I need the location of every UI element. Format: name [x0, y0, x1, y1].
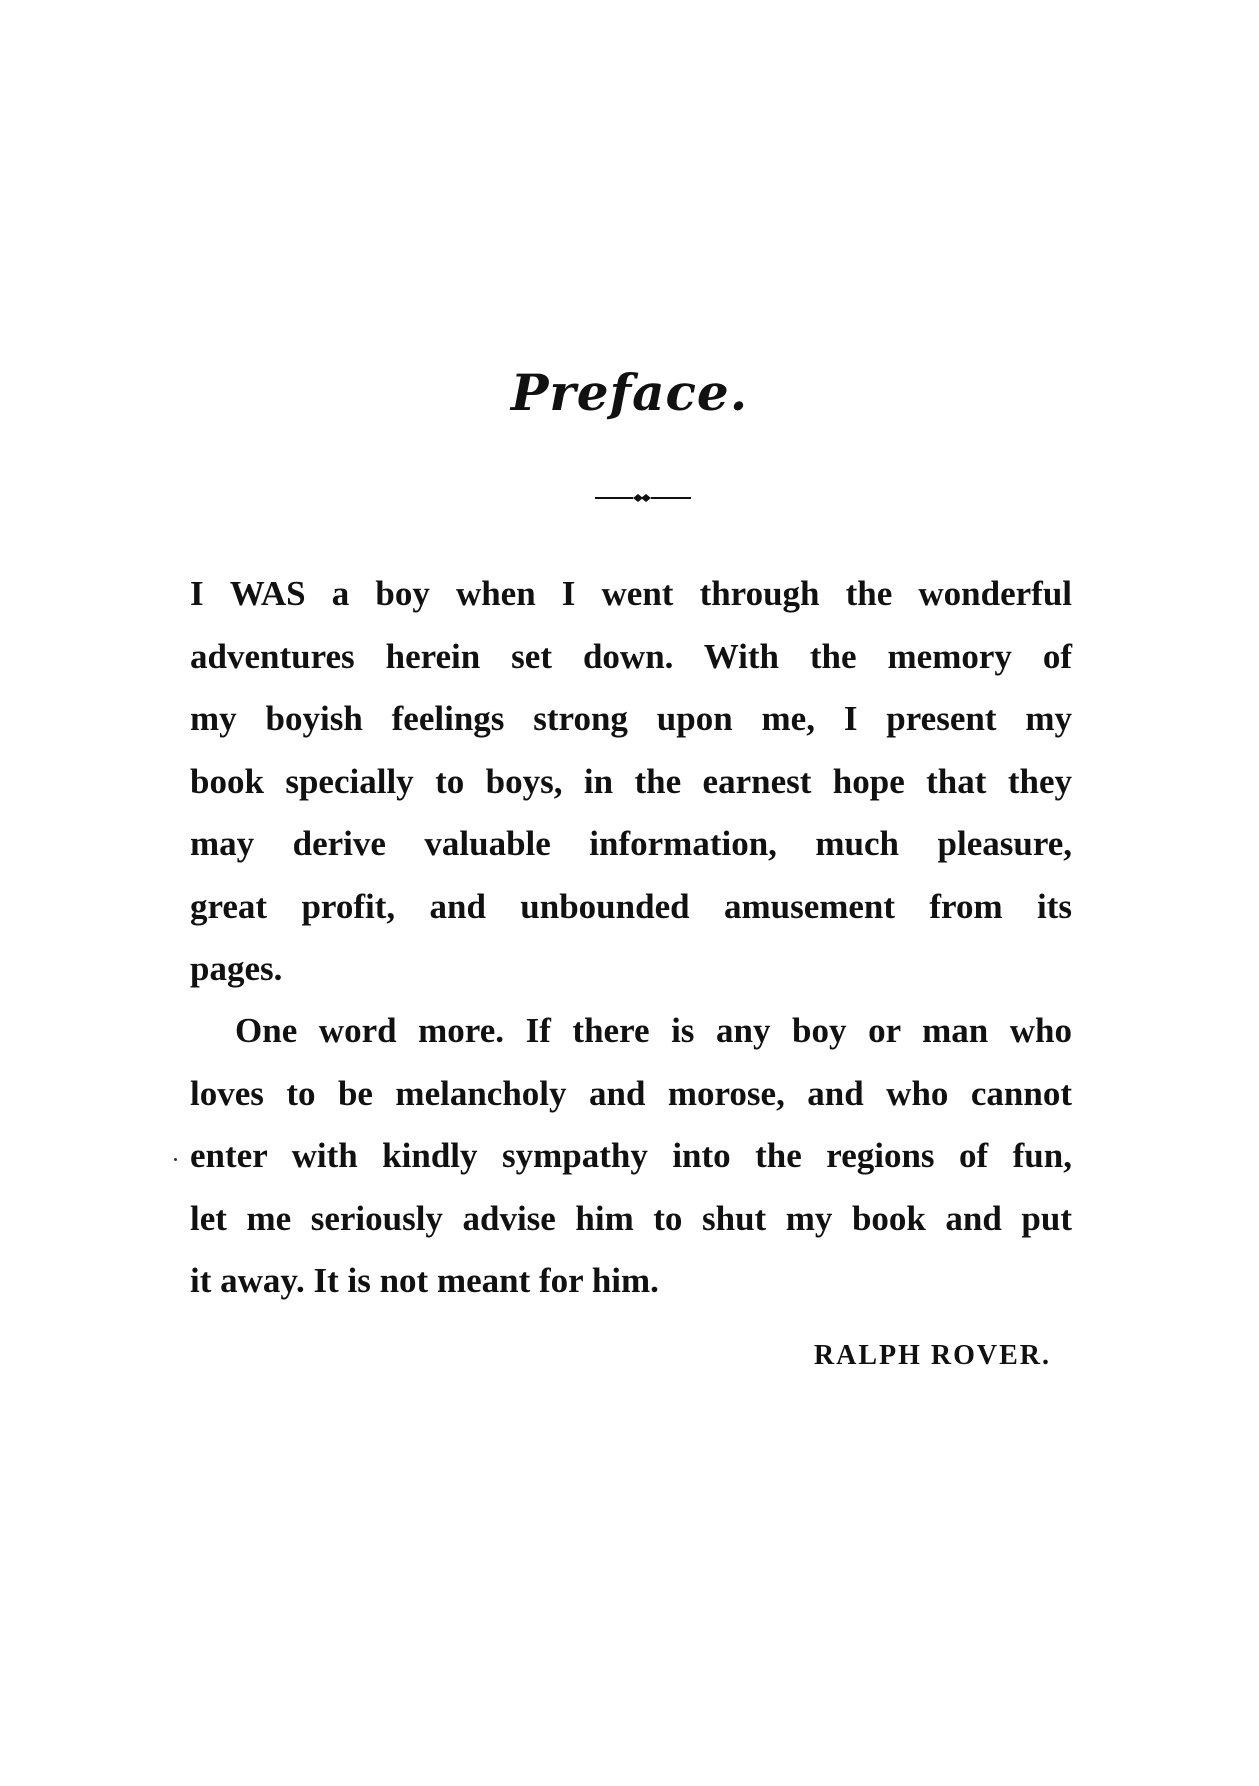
preface-paragraph-1 [190, 563, 1072, 1001]
small-caps-word: WAS [229, 574, 306, 613]
line-text: a boy when I went through the wonderful [331, 574, 1073, 613]
ornament-divider [595, 494, 691, 502]
paragraph-line: One word more. If there is any boy or man who [235, 1011, 1072, 1050]
paragraph-line: let me seriously advise him to shut my book and put [190, 1198, 1072, 1238]
first-word: I [190, 574, 204, 613]
paragraph-line: adventures herein set down. With the memory of [190, 636, 1072, 676]
paragraph-line: great profit, and unbounded amusement from its [190, 886, 1072, 926]
paragraph-line: my boyish feelings strong upon me, I present my [190, 699, 1072, 738]
preface-paragraph-2 [190, 1000, 1072, 1313]
print-speck [174, 1158, 177, 1161]
paragraph-line [190, 563, 1072, 626]
paragraph-line: book specially to boys, in the earnest hope that they [190, 761, 1072, 801]
page-title: Preface. [510, 363, 749, 422]
paragraph-line: enter with kindly sympathy into the regions of fun, [190, 1136, 1072, 1175]
paragraph-line: loves to be melancholy and morose, and who cannot [190, 1073, 1072, 1113]
author-signature: RALPH ROVER. [813, 1340, 1051, 1371]
paragraph-line: it away. It is not meant for him. [190, 1261, 659, 1300]
paragraph-line: may derive valuable information, much pleasure, [190, 824, 1072, 863]
paragraph-line: pages. [190, 949, 283, 988]
